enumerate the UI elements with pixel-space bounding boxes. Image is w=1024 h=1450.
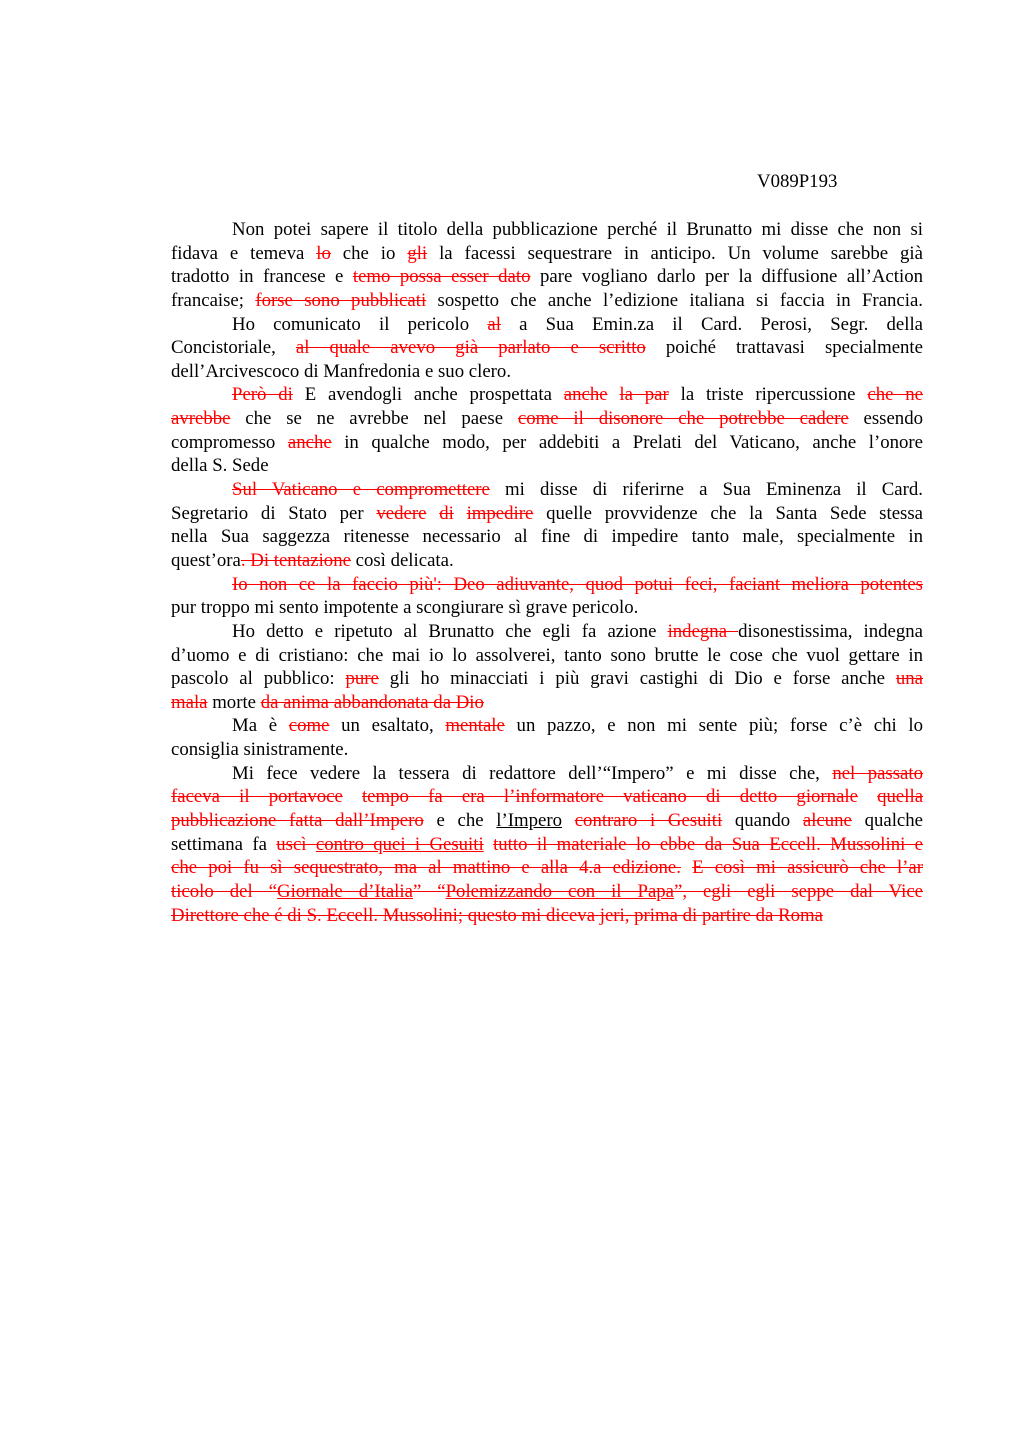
text-segment (484, 834, 493, 855)
deleted-text: Sul Vaticano e compromettere (232, 479, 490, 501)
text-line (171, 644, 923, 668)
text-segment: quando (722, 810, 803, 832)
text-line (171, 218, 923, 242)
deleted-text: Io non ce la faccio più': Deo adiuvante, quod potui feci, faciant meliora potentes (232, 573, 923, 595)
text-segment: disonestissima, indegna (738, 620, 923, 642)
text-segment: francaise; (171, 289, 256, 311)
text-segment: un pazzo, e non mi sente più; forse c’è chi lo (504, 715, 923, 737)
deleted-text: al (487, 313, 501, 335)
deleted-text: indegna (667, 620, 739, 642)
text-segment: in qualche modo, per addebiti a Prelati del Vaticano, anche l’onore (331, 431, 923, 453)
text-segment: che se ne avrebbe nel paese (230, 408, 518, 430)
text-segment: dell’Arcivescoco di Manfredonia e suo clero. (171, 360, 512, 382)
text-segment: quest’ora (171, 549, 241, 571)
text-segment: d’uomo e di cristiano: che mai io lo assolverei, tanto sono brutte le cose che vuol gettare in (171, 644, 923, 666)
deleted-text: Direttore che é di S. Eccell. Mussolini; questo mi diceva jeri, prima di partire da Roma (171, 904, 823, 926)
deleted-text: anche (563, 384, 608, 406)
text-segment: poiché trattavasi specialmente (645, 337, 923, 359)
text-segment: Mi fece vedere la tessera di redattore dell’“Impero” e mi disse che, (232, 762, 833, 784)
text-segment: Concistoriale, (171, 337, 296, 359)
text-line (171, 289, 923, 313)
text-line (171, 525, 923, 549)
text-line (171, 785, 923, 809)
text-segment: tradotto in francese e (171, 266, 353, 288)
deleted-text: al quale avevo già parlato e scritto (295, 337, 646, 359)
deleted-text: ticolo del “ (171, 880, 278, 902)
deleted-text: temo possa esser dato (352, 266, 531, 288)
text-segment (608, 384, 620, 405)
text-line (171, 478, 923, 502)
deleted-text: uscì (276, 833, 316, 855)
deleted-text: impedire (466, 502, 534, 524)
deleted-text: che ne (867, 384, 923, 406)
text-segment: Ho detto e ripetuto al Brunatto che egli fa azione (232, 620, 668, 642)
deleted-text: quella (877, 786, 924, 808)
deleted-text: Però di (232, 384, 293, 406)
deleted-text: alcune (802, 810, 852, 832)
text-segment: compromesso (171, 431, 288, 453)
text-segment (426, 503, 439, 524)
deleted-underlined-text: Giornale d’Italia (277, 880, 413, 902)
text-segment (681, 857, 692, 878)
deleted-text: mala (171, 691, 208, 713)
text-segment: Segretario di Stato per (171, 502, 377, 524)
text-segment: Non potei sapere il titolo della pubblicazione perché il Brunatto mi disse che non si (232, 219, 923, 240)
text-segment (454, 503, 467, 524)
text-segment: E avendogli anche prospettata (292, 384, 564, 406)
deleted-text: gli (407, 242, 428, 264)
deleted-text: tutto il materiale lo ebbe da Sua Eccell. Mussolini e (493, 833, 924, 855)
text-segment: morte (207, 691, 261, 713)
text-line (171, 549, 923, 573)
text-line (171, 738, 923, 762)
text-line (171, 454, 923, 478)
text-segment: pascolo al pubblico: (171, 668, 346, 690)
deleted-text: tempo fa era l’informatore vaticano di detto giornale (361, 786, 858, 808)
text-segment: essendo (848, 408, 923, 430)
text-line (171, 762, 923, 786)
deleted-text: pure (345, 668, 379, 690)
deleted-text: faceva il portavoce (171, 786, 343, 808)
text-line (171, 407, 923, 431)
text-line (171, 265, 923, 289)
document-body (171, 218, 923, 927)
deleted-text: la par (619, 384, 669, 406)
text-segment: Ma è (232, 715, 289, 737)
deleted-text: che poi fu sì sequestrato, ma al mattino e alla 4.a edizione. (171, 857, 681, 879)
text-line (171, 691, 923, 715)
text-segment: la triste ripercussione (668, 384, 868, 406)
deleted-text: come (288, 715, 330, 737)
text-line (171, 667, 923, 691)
deleted-text: di (439, 502, 454, 524)
text-line (171, 880, 923, 904)
text-line (171, 620, 923, 644)
deleted-text: da anima abbandonata da Dio (260, 691, 484, 713)
text-line (171, 833, 923, 857)
deleted-text: ” “ (412, 880, 446, 902)
deleted-text: E così mi assicurò che l’ar (692, 857, 924, 879)
text-segment: consiglia sinistramente. (171, 739, 349, 761)
text-segment: gli ho minacciati i più gravi castighi di Dio e forse anche (378, 668, 896, 690)
text-line (171, 313, 923, 337)
text-segment: così delicata. (350, 549, 454, 571)
deleted-text: contraro i Gesuiti (574, 810, 723, 832)
underlined-text: l’Impero (496, 810, 562, 832)
deleted-text: anche (287, 431, 332, 453)
text-segment: un esaltato, (329, 715, 446, 737)
text-line (171, 360, 923, 384)
text-line (171, 714, 923, 738)
deleted-text: avrebbe (171, 408, 231, 430)
text-line (171, 809, 923, 833)
text-line (171, 856, 923, 880)
page-identifier: V089P193 (757, 171, 838, 192)
deleted-text: una (895, 668, 923, 690)
text-segment: pur troppo mi sento impotente a scongiurare sì grave pericolo. (171, 597, 639, 619)
text-segment (562, 810, 575, 831)
text-segment: Ho comunicato il pericolo (232, 313, 488, 335)
text-segment: la facessi sequestrare in anticipo. Un volume sarebbe già (427, 242, 923, 264)
deleted-text: nel passato (832, 762, 923, 784)
text-segment: fidava e temeva (171, 242, 317, 264)
text-segment: che io (330, 242, 408, 264)
deleted-text: mentale (445, 715, 505, 737)
deleted-underlined-text: Polemizzando con il Papa (445, 880, 675, 902)
text-segment (343, 786, 362, 807)
text-line (171, 573, 923, 597)
deleted-text: come il disonore che potrebbe cadere (517, 408, 849, 430)
text-line (171, 336, 923, 360)
text-segment: sospetto che anche l’edizione italiana si faccia in Francia. (426, 289, 924, 311)
text-line (171, 596, 923, 620)
deleted-text: pubblicazione fatta dall’Impero (171, 810, 424, 832)
text-segment: nella Sua saggezza ritenesse necessario al fine di impedire tanto male, specialmente in (171, 526, 923, 548)
text-segment: della S. Sede (171, 455, 269, 477)
text-segment: mi disse di riferirne a Sua Eminenza il Card. (489, 479, 923, 501)
text-segment: quelle provvidenze che la Santa Sede stessa (533, 502, 923, 524)
text-segment (858, 786, 877, 807)
text-segment: pare vogliano darlo per la diffusione all’Action (530, 266, 923, 288)
text-line (171, 383, 923, 407)
text-line (171, 904, 923, 928)
deleted-underlined-text: contro quei i Gesuiti (315, 833, 484, 855)
deleted-text: . Di tentazione (240, 549, 351, 571)
deleted-text: vedere (376, 502, 427, 524)
text-segment: settimana fa (171, 833, 277, 855)
text-line (171, 431, 923, 455)
deleted-text: lo (316, 242, 331, 264)
text-segment: e che (423, 810, 497, 832)
text-line (171, 242, 923, 266)
text-line (171, 502, 923, 526)
text-segment: qualche (851, 810, 923, 832)
deleted-text: forse sono pubblicati (255, 289, 427, 311)
text-segment: a Sua Emin.za il Card. Perosi, Segr. della (500, 313, 923, 335)
deleted-text: ”, egli egli seppe dal Vice (674, 880, 923, 902)
